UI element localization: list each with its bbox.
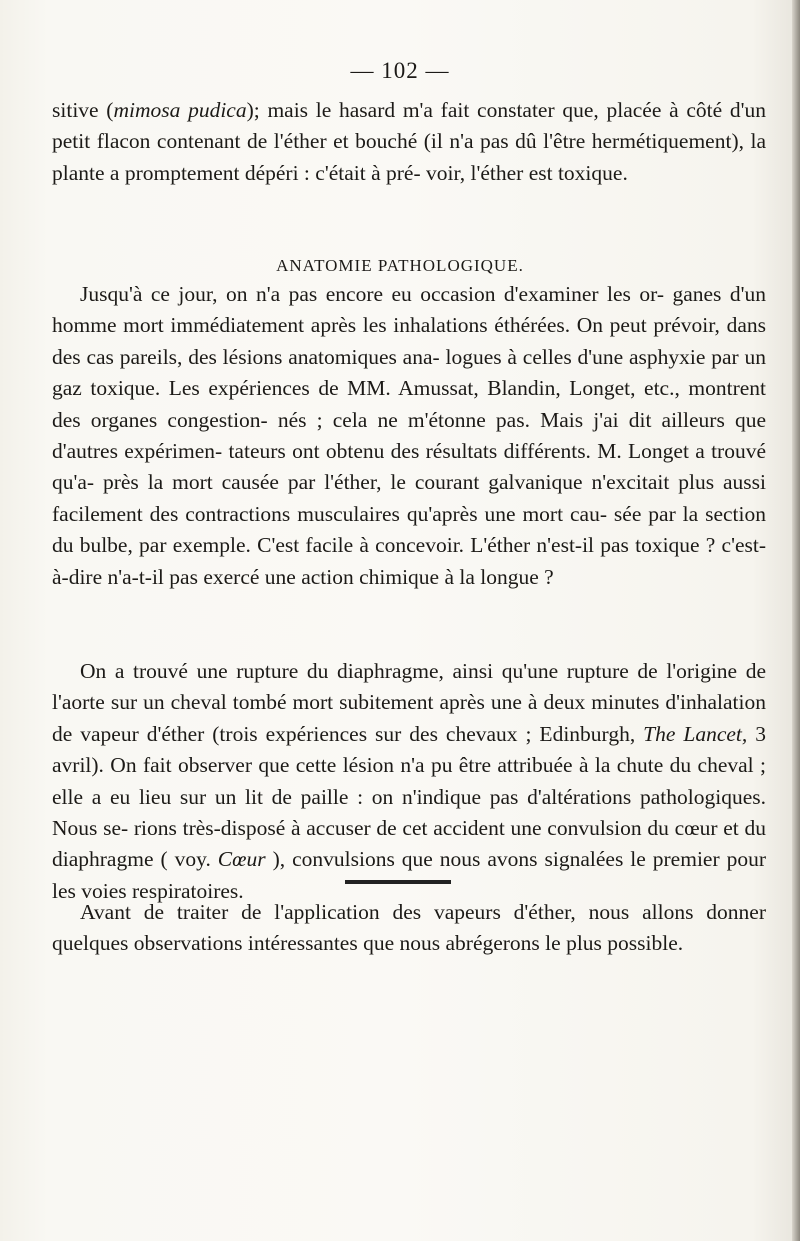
paragraph-text: ), convulsions que nous avons signalées le premier pour les voies respiratoires. — [52, 847, 767, 903]
paragraph: Avant de traiter de l'application des vapeurs d'éther, nous allons donner quelques observations intéressantes que nous abrégerons le plus possible. — [52, 900, 766, 956]
cross-reference-italic: Cœur — [217, 847, 266, 872]
section-heading: ANATOMIE PATHOLOGIQUE. — [276, 256, 524, 275]
paragraph-continued — [52, 95, 766, 189]
species-name-italic: mimosa pudica — [113, 98, 247, 122]
section-divider — [345, 880, 451, 884]
journal-title-italic: The Lancet, — [643, 721, 748, 746]
paragraph-text: sitive ( — [52, 98, 114, 122]
paragraph-text: ); mais le hasard m'a fait constater que, placée à côté d'un petit flacon contenant de l'éther et bouché (il n'a pas dû l'être hermétiquement), la plante a promptement dépéri : c'était à pré- voir, l'éther est toxique. — [52, 98, 766, 185]
paragraph-text: 3 avril). On fait observer que cette lésion n'a pu être attribuée à la chute du cheval ; elle a eu lieu sur un lit de paille : on n'indique pas d'altérations pathologiques. Nous se- rions très-disposé à accuser de cet accident une convulsion du cœur et du diaphragme ( voy. — [52, 721, 766, 872]
paragraph: Jusqu'à ce jour, on n'a pas encore eu occasion d'examiner les or- ganes d'un homme mort immédiatement après les inhalations éthérées. On peut prévoir, dans des cas pareils, des lésions anatomiques ana- logues à celles d'une asphyxie par un gaz toxique. Les expériences de MM. Amussat, Blandin, Longet, etc., montrent des organes congestion- nés ; cela ne m'étonne pas. Mais j'ai dit ailleurs que d'autres expérimen- tateurs ont obtenu des résultats différents. M. Longet a trouvé qu'a- près la mort causée par l'éther, le courant galvanique n'excitait plus aussi facilement des contractions musculaires qu'après une mort cau- sée par la section du bulbe, par exemple. C'est facile à concevoir. L'éther n'est-il pas toxique ? c'est-à-dire n'a-t-il pas exercé une action chimique à la longue ? — [52, 282, 766, 589]
page-edge-shadow — [792, 0, 800, 1241]
paragraph-text: On a trouvé une rupture du diaphragme, ainsi qu'une rupture de l'origine de l'aorte sur un cheval tombé mort subitement après une à deux minutes d'inhalation de vapeur d'éther (trois expériences sur des chevaux ; Edinburgh, — [52, 659, 766, 746]
page-number: — 102 — — [350, 58, 450, 83]
paragraph — [52, 656, 766, 907]
